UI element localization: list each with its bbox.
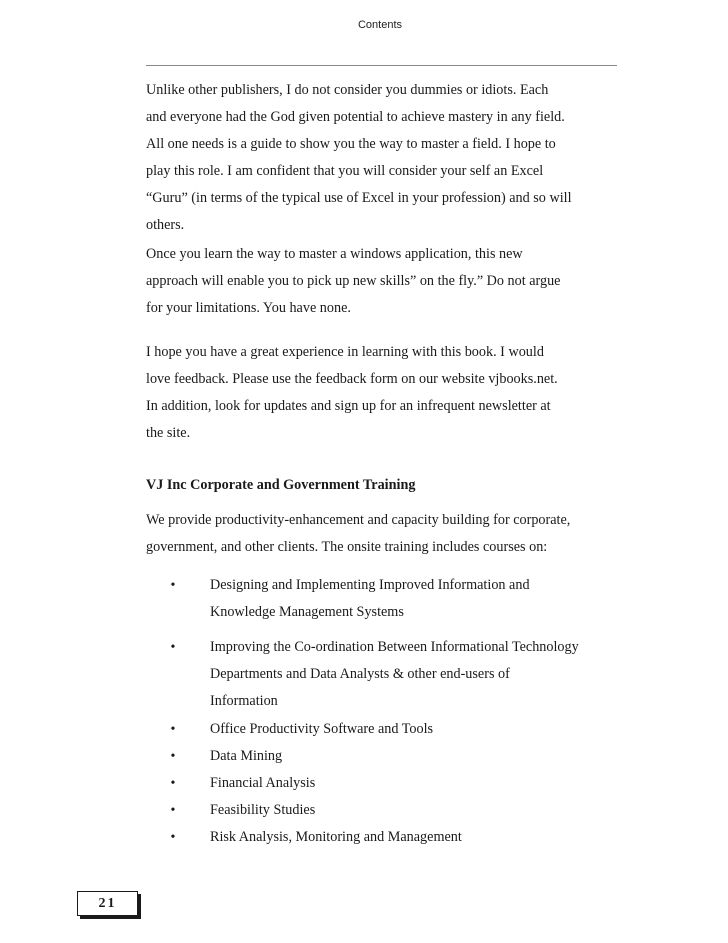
paragraph-line: and everyone had the God given potential to achieve mastery in any field. (146, 109, 565, 125)
list-item-line: Office Productivity Software and Tools (210, 721, 434, 737)
paragraph-line: the site. (146, 425, 191, 441)
header-divider (146, 65, 617, 66)
paragraph-intro (146, 77, 622, 239)
paragraph-line: play this role. I am confident that you will consider your self an Excel (146, 163, 544, 179)
list-item-line: Improving the Co-ordination Between Informational Technology (210, 639, 579, 655)
paragraph-line: Once you learn the way to master a windows application, this new (146, 246, 523, 262)
list-item-text (210, 716, 624, 743)
paragraph-line: “Guru” (in terms of the typical use of Excel in your profession) and so will (146, 190, 572, 206)
paragraph-line: love feedback. Please use the feedback form on our website vjbooks.net. (146, 371, 558, 387)
bullet-icon: • (170, 640, 176, 655)
page-number: 21 (77, 891, 138, 916)
section-heading: VJ Inc Corporate and Government Training (146, 477, 416, 493)
list-item-text (210, 770, 624, 797)
list-item-line: Departments and Data Analysts & other end-users of (210, 666, 510, 682)
list-item-line: Risk Analysis, Monitoring and Management (210, 829, 462, 845)
list-item-text (210, 743, 624, 770)
paragraph-line: Unlike other publishers, I do not consider you dummies or idiots. Each (146, 82, 549, 98)
list-item-line: Information (210, 693, 278, 709)
bullet-icon: • (170, 722, 176, 737)
paragraph-feedback (146, 339, 622, 447)
list-item-text (210, 634, 624, 715)
paragraph-line: approach will enable you to pick up new skills” on the fly.” Do not argue (146, 273, 561, 289)
bullet-icon: • (170, 803, 176, 818)
paragraph-line: We provide productivity-enhancement and capacity building for corporate, (146, 512, 571, 528)
paragraph-line: I hope you have a great experience in learning with this book. I would (146, 344, 544, 360)
list-item-line: Data Mining (210, 748, 283, 764)
bullet-icon: • (170, 830, 176, 845)
bullet-icon: • (170, 776, 176, 791)
section-intro (146, 507, 622, 561)
list-item-text (210, 824, 624, 851)
list-item-line: Designing and Implementing Improved Information and (210, 577, 530, 593)
list-item-line: Feasibility Studies (210, 802, 316, 818)
paragraph-line: for your limitations. You have none. (146, 300, 351, 316)
bullet-icon: • (170, 578, 176, 593)
bullet-icon: • (170, 749, 176, 764)
paragraph-line: All one needs is a guide to show you the way to master a field. I hope to (146, 136, 556, 152)
list-item-text (210, 572, 624, 626)
running-header: Contents (357, 19, 403, 31)
list-item-line: Knowledge Management Systems (210, 604, 404, 620)
paragraph-approach (146, 241, 622, 322)
paragraph-line: In addition, look for updates and sign up for an infrequent newsletter at (146, 398, 551, 414)
list-item-text (210, 797, 624, 824)
paragraph-line: others. (146, 217, 185, 233)
list-item-line: Financial Analysis (210, 775, 316, 791)
paragraph-line: government, and other clients. The onsite training includes courses on: (146, 539, 548, 555)
